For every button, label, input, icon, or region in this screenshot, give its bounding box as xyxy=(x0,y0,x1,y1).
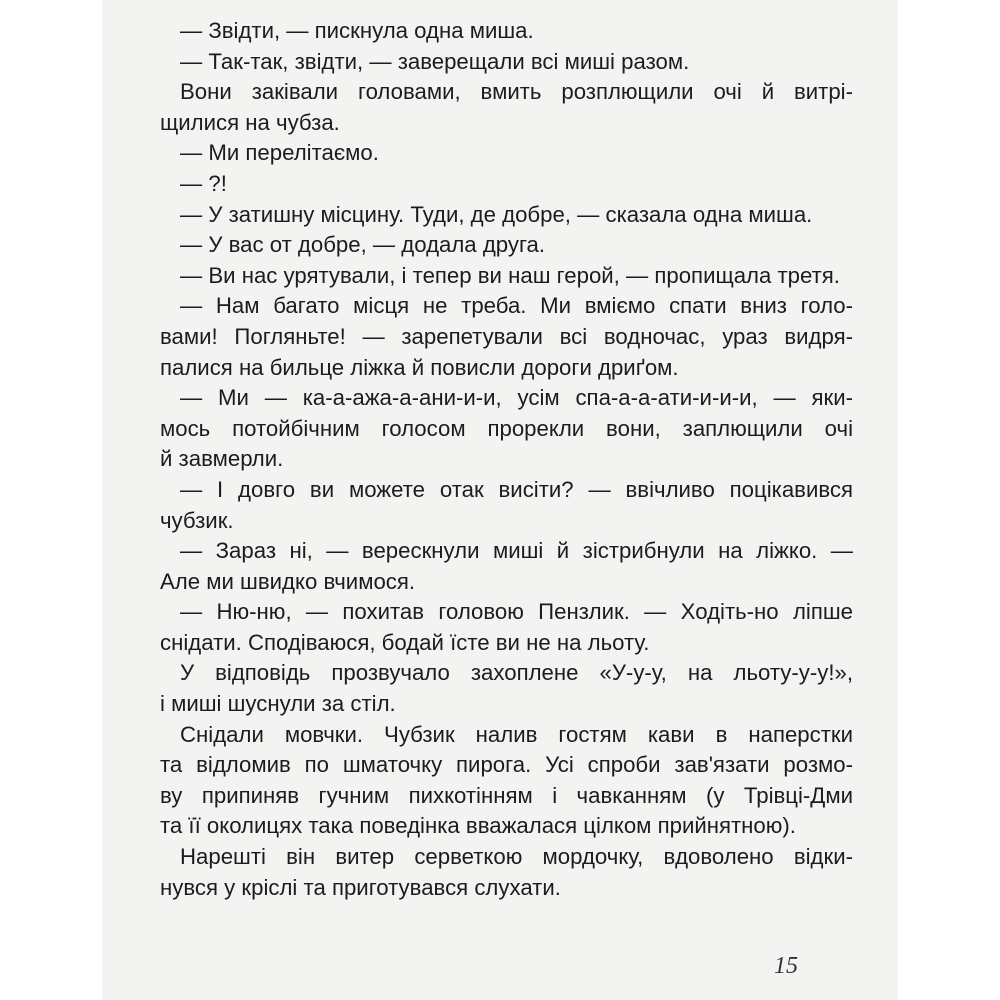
text-line: — Ви нас урятували, і тепер ви наш герой, — пропищала третя. xyxy=(180,262,840,288)
paragraph xyxy=(160,720,853,842)
paragraph xyxy=(160,77,853,138)
text-line: — Так-так, звідти, — заверещали всі миші разом. xyxy=(180,48,690,74)
paragraph xyxy=(160,138,853,169)
paragraph xyxy=(160,47,853,78)
text-line: — Нам багато місця не треба. Ми вміємо спати вниз голо- xyxy=(180,293,853,319)
text-line: — Зараз ні, — верескнули миші й зістрибнули на ліжко. — xyxy=(180,538,853,564)
text-line: та її околицях така поведінка вважалася цілком прийнятною). xyxy=(160,813,796,839)
text-line: Але ми швидко вчимося. xyxy=(160,568,416,594)
text-line: ву припиняв гучним пихкотінням і чавканням (у Трівці-Дми xyxy=(160,782,853,808)
text-line: — Звідти, — пискнула одна миша. xyxy=(180,18,534,43)
text-line: палися на бильце ліжка й повисли дороги дриґом. xyxy=(160,354,679,380)
paragraph xyxy=(160,475,853,536)
text-line: — У вас от добре, — додала друга. xyxy=(180,232,546,258)
text-line: — У затишну місцину. Туди, де добре, — сказала одна миша. xyxy=(180,201,813,227)
paragraph xyxy=(160,536,853,597)
page-text xyxy=(160,16,853,903)
text-line: нувся у кріслі та приготувався слухати. xyxy=(160,874,561,900)
paragraph xyxy=(160,169,853,200)
text-line: — ?! xyxy=(180,170,227,196)
paragraph xyxy=(160,597,853,658)
text-line: і миші шуснули за стіл. xyxy=(160,691,396,717)
text-line: та відломив по шматочку пирога. Усі спроби зав'язати розмо- xyxy=(160,752,853,778)
text-line: й завмерли. xyxy=(160,446,284,472)
text-line: У відповідь прозвучало захоплене «У-у-у, на льоту-у-у!», xyxy=(180,660,853,686)
book-page xyxy=(102,0,898,1000)
paragraph xyxy=(160,383,853,475)
paragraph xyxy=(160,200,853,231)
paragraph xyxy=(160,291,853,383)
text-line: щилися на чубза. xyxy=(160,109,340,135)
text-line: Нарешті він витер серветкою мордочку, вдоволено відки- xyxy=(180,844,853,870)
text-line: чубзик. xyxy=(160,507,234,533)
text-line: — Ми перелітаємо. xyxy=(180,140,379,166)
text-line: снідати. Сподіваюся, бодай їсте ви не на льоту. xyxy=(160,629,650,655)
text-line: — Ми — ка-а-ажа-а-ани-и-и, усім спа-а-а-ати-и-и-и, — яки- xyxy=(180,385,853,411)
text-line: — Ню-ню, — похитав головою Пензлик. — Ходіть-но ліпше xyxy=(180,599,853,625)
text-line: — І довго ви можете отак висіти? — ввічливо поцікавився xyxy=(180,476,853,502)
page-number: 15 xyxy=(774,953,798,979)
text-line: вами! Погляньте! — зарепетували всі водночас, ураз видря- xyxy=(160,323,853,349)
paragraph xyxy=(160,658,853,719)
paragraph xyxy=(160,261,853,292)
text-line: мось потойбічним голосом прорекли вони, заплющили очі xyxy=(160,415,853,441)
paragraph xyxy=(160,16,853,47)
text-line: Вони заківали головами, вмить розплющили очі й витрі- xyxy=(180,79,853,105)
text-line: Снідали мовчки. Чубзик налив гостям кави в наперстки xyxy=(180,721,853,747)
paragraph xyxy=(160,842,853,903)
paragraph xyxy=(160,230,853,261)
